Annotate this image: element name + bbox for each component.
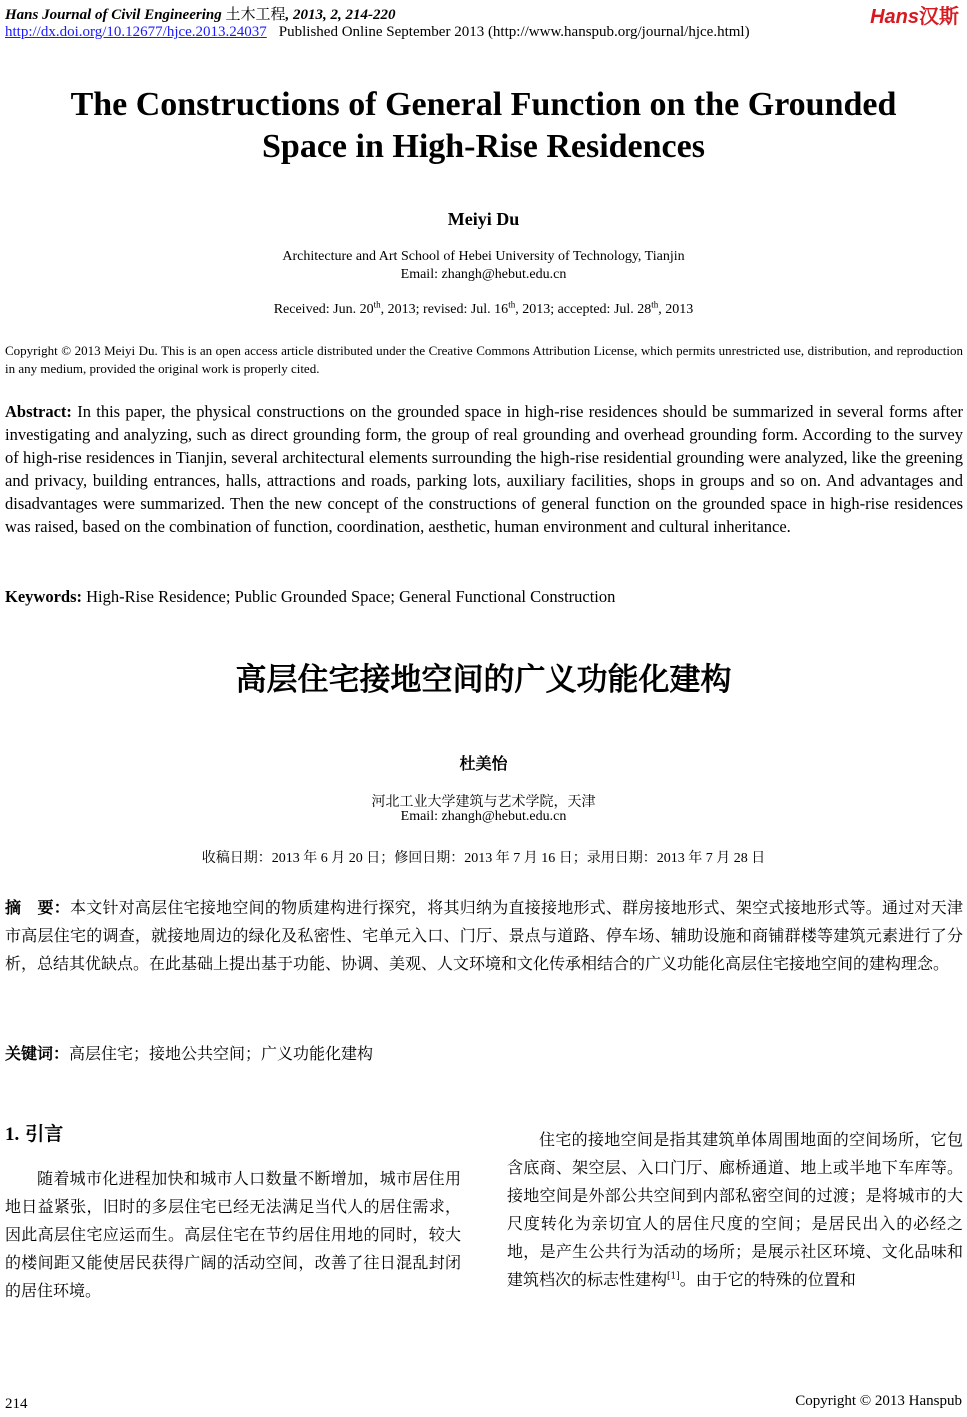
chinese-keywords	[5, 1041, 373, 1064]
right-paragraph-tail: 。由于它的特殊的位置和	[679, 1270, 856, 1289]
paper-title	[20, 84, 947, 168]
received-date: Received: Jun. 20	[273, 302, 374, 317]
citation-ref[interactable]: [1]	[667, 1271, 680, 1282]
journal-issue: , 2013, 2, 214-220	[285, 7, 396, 23]
abstract-label: Abstract:	[5, 402, 72, 421]
copyright-notice: Copyright © 2013 Meiyi Du. This is an open access article distributed under the Creative Commons Attribution License, which permits unrestricted use, distribution, and reproduction in any medium, provided the original work is properly cited.	[5, 343, 963, 376]
keywords	[5, 587, 615, 607]
chinese-author: 杜美怡	[459, 754, 508, 773]
logo-text-en: Hans	[870, 6, 919, 28]
hans-logo	[870, 0, 959, 29]
accepted-date: , 2013; accepted: Jul. 28	[515, 302, 652, 317]
intro-paragraph-right	[507, 1126, 963, 1294]
title-line-2: Space in High-Rise Residences	[262, 128, 705, 165]
accepted-year: , 2013	[658, 302, 694, 317]
journal-name: Hans Journal of Civil Engineering	[5, 7, 222, 23]
section-heading	[5, 1119, 63, 1146]
journal-header	[5, 3, 395, 24]
affiliation: Architecture and Art School of Hebei University of Technology, Tianjin	[282, 249, 685, 264]
title-line-1: The Constructions of General Function on the Grounded	[70, 86, 897, 123]
revised-sup: th	[508, 299, 516, 310]
revised-date: , 2013; revised: Jul. 16	[380, 302, 509, 317]
abstract	[5, 400, 963, 538]
chinese-abstract	[5, 894, 963, 978]
body-column-right	[507, 1126, 963, 1294]
chinese-keywords-text: 高层住宅；接地公共空间；广义功能化建构	[69, 1044, 374, 1063]
chinese-abstract-label: 摘 要：	[5, 898, 70, 917]
page-number: 214	[5, 1396, 28, 1412]
author-name: Meiyi Du	[447, 209, 520, 229]
body-column-left	[5, 1165, 461, 1305]
accepted-sup: th	[651, 299, 659, 310]
chinese-keywords-label: 关键词：	[5, 1044, 70, 1063]
chinese-dates: 收稿日期：2013 年 6 月 20 日；修回日期：2013 年 7 月 16 日；录用日期：2013 年 7 月 28 日	[201, 851, 766, 866]
chinese-email: Email: zhangh@hebut.edu.cn	[400, 809, 567, 824]
received-sup: th	[373, 299, 381, 310]
chinese-affiliation: 河北工业大学建筑与艺术学院，天津	[371, 795, 596, 810]
abstract-text: In this paper, the physical constructions on the grounded space in high-rise residences should be summarized in several forms after investigating and analyzing, such as direct grounding form, the group of real grounding and overhead grounding form. According to the survey of high-rise residences in Tianjin, several architectural elements surrounding the high-rise residential grounding were analyzed, like the greening and privacy, building entrances, halls, attractions and roads, parking lots, auxiliary facilities, shops in groups and so on. And advantages and disadvantages were summarized. Then the new concept of the constructions of general function on the grounded space in high-rise residences was raised, based on the combination of function, coordination, aesthetic, human environment and cultural inheritance.	[5, 402, 963, 536]
chinese-title: 高层住宅接地空间的广义功能化建构	[235, 662, 732, 698]
doi-line	[5, 24, 750, 41]
keywords-text: High-Rise Residence; Public Grounded Space; General Functional Construction	[82, 587, 616, 606]
doi-link[interactable]: http://dx.doi.org/10.12677/hjce.2013.24037	[5, 24, 267, 40]
author-email: Email: zhangh@hebut.edu.cn	[400, 267, 567, 282]
keywords-label: Keywords:	[5, 587, 82, 606]
received-dates	[0, 299, 967, 318]
right-paragraph-text: 住宅的接地空间是指其建筑单体周围地面的空间场所，它包含底商、架空层、入口门厅、廊桥通道、地上或半地下车库等。接地空间是外部公共空间到内部私密空间的过渡；是将城市的大尺度转化为亲切宜人的居住尺度的空间；是居民出入的必经之地，是产生公共行为活动的场所；是展示社区环境、文化品味和建筑档次的标志性建构	[507, 1130, 963, 1289]
intro-paragraph-left: 随着城市化进程加快和城市人口数量不断增加，城市居住用地日益紧张，旧时的多层住宅已经无法满足当代人的居住需求，因此高层住宅应运而生。高层住宅在节约居住用地的同时，较大的楼间距又能使居民获得广阔的活动空间，改善了往日混乱封闭的居住环境。	[5, 1169, 461, 1300]
section-number: 1.	[5, 1124, 20, 1145]
section-title: 引言	[25, 1123, 64, 1145]
logo-text-cn: 汉斯	[919, 6, 959, 28]
footer-copyright: Copyright © 2013 Hanspub	[795, 1393, 962, 1409]
journal-name-cn: 土木工程	[225, 7, 286, 23]
chinese-abstract-text: 本文针对高层住宅接地空间的物质建构进行探究，将其归纳为直接接地形式、群房接地形式、架空式接地形式等。通过对天津市高层住宅的调查，就接地周边的绿化及私密性、宅单元入口、门厅、景点与道路、停车场、辅助设施和商铺群楼等建筑元素进行了分析，总结其优缺点。在此基础上提出基于功能、协调、美观、人文环境和文化传承相结合的广义功能化高层住宅接地空间的建构理念。	[5, 898, 963, 973]
published-online: Published Online September 2013 (http://www.hanspub.org/journal/hjce.html)	[278, 24, 750, 40]
